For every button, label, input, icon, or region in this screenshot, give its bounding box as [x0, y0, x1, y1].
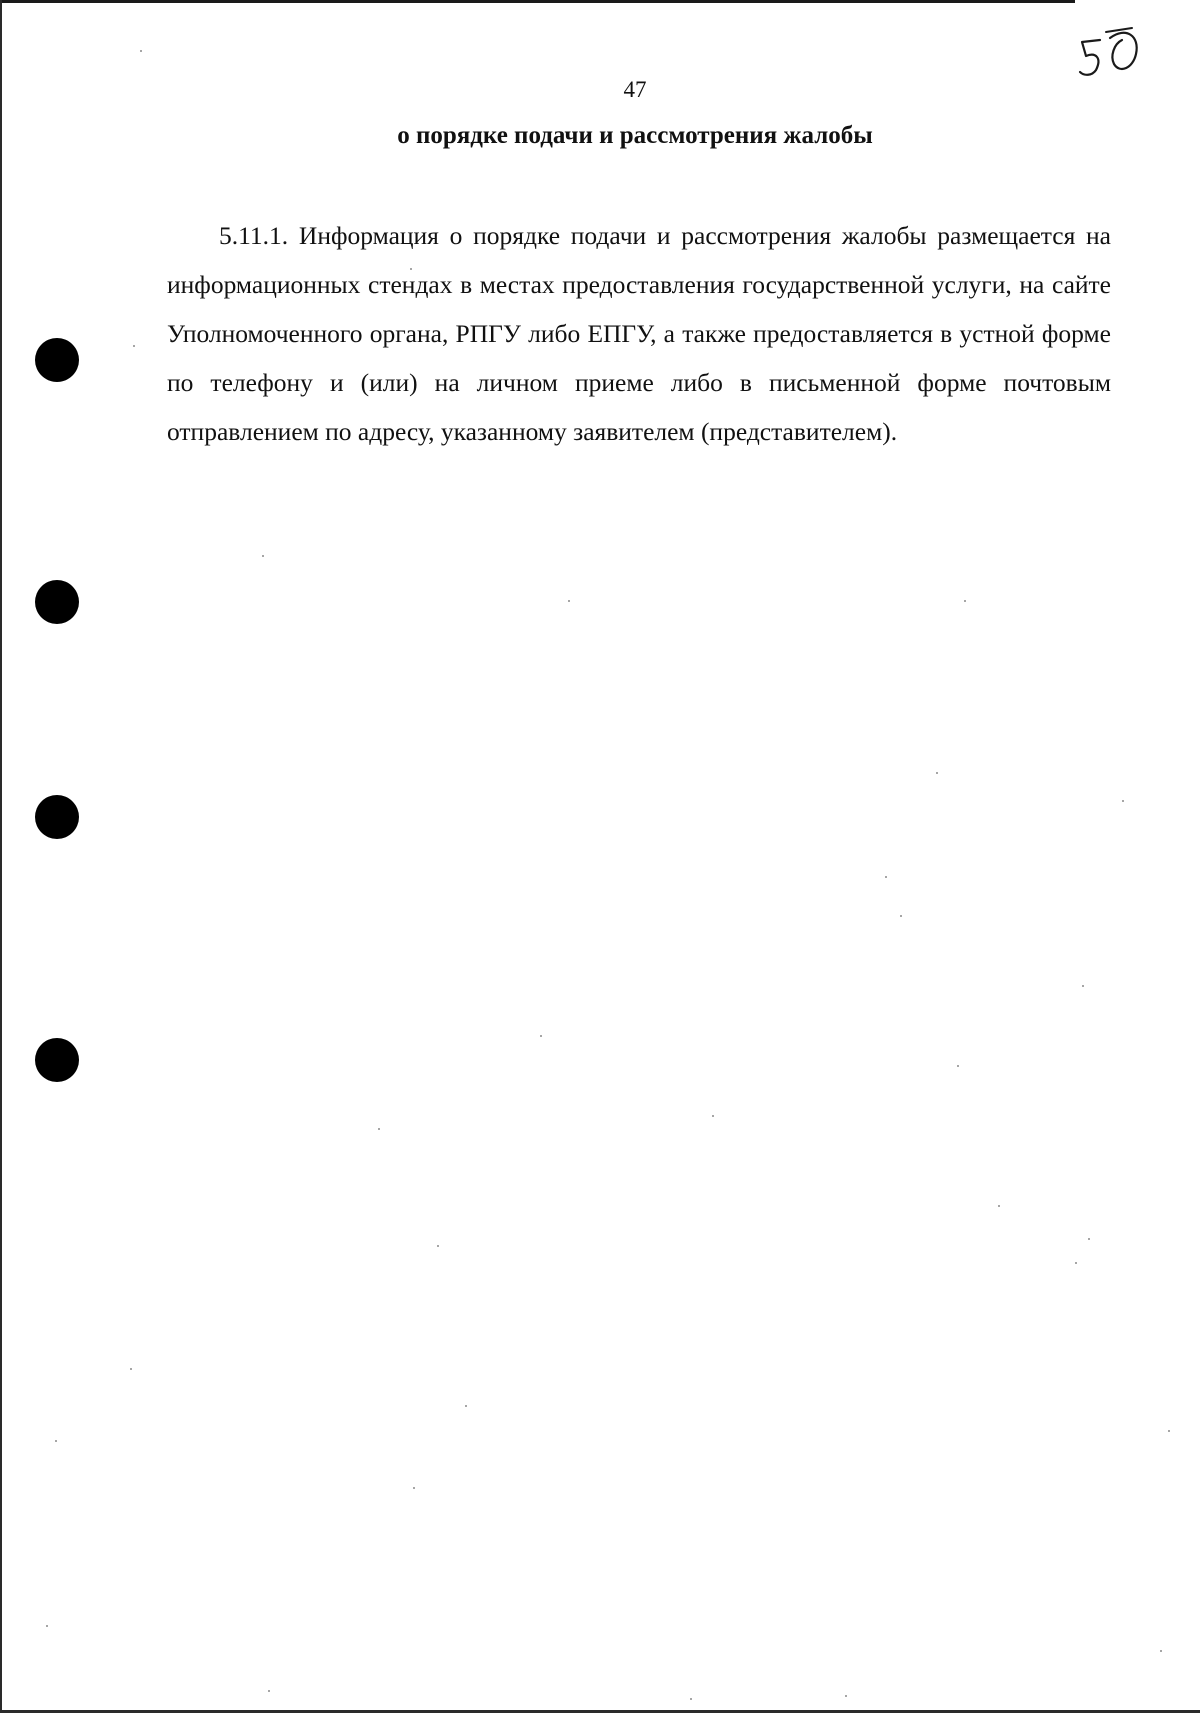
- scan-speck: [413, 1487, 415, 1489]
- scan-speck: [998, 1205, 1000, 1207]
- scan-speck: [957, 1065, 959, 1067]
- scan-speck: [46, 1625, 48, 1627]
- scan-speck: [133, 345, 135, 347]
- scan-speck: [1122, 800, 1124, 802]
- scan-speck: [130, 1368, 132, 1370]
- scan-top-edge: [0, 0, 1075, 3]
- scan-left-edge: [0, 0, 2, 1713]
- scan-speck: [1088, 1238, 1090, 1240]
- scan-speck: [378, 1128, 380, 1130]
- scan-speck: [268, 1690, 270, 1692]
- scan-speck: [900, 915, 902, 917]
- scan-speck: [410, 268, 412, 270]
- scan-speck: [437, 1245, 439, 1247]
- page-number: 47: [623, 77, 647, 102]
- punch-hole-4: [35, 1038, 79, 1082]
- handwritten-folio-number: [1070, 18, 1160, 80]
- scan-speck: [1168, 1430, 1170, 1432]
- paragraph-5-11-1: 5.11.1. Информация о порядке подачи и рассмотрения жалобы размещается на информационных стендах в местах предоставления государственной услуги, на сайте Уполномоченного органа, РПГУ либо ЕПГУ, а также предоставляется в устной форме по телефону и (или) на личном приеме либо в письменной форме почтовым отправлением по адресу, указанному заявителем (представителем).: [167, 221, 1111, 446]
- punch-hole-2: [35, 580, 79, 624]
- scan-speck: [55, 1440, 57, 1442]
- scan-speck: [1160, 1650, 1162, 1652]
- scan-speck: [140, 50, 142, 52]
- scan-speck: [936, 772, 938, 774]
- scan-speck: [540, 1035, 542, 1037]
- scan-speck: [262, 555, 264, 557]
- scan-speck: [568, 600, 570, 602]
- scan-speck: [1082, 985, 1084, 987]
- scan-speck: [885, 876, 887, 878]
- scan-speck: [964, 600, 966, 602]
- punch-hole-1: [35, 338, 79, 382]
- scan-speck: [712, 1115, 714, 1117]
- punch-hole-3: [35, 795, 79, 839]
- scan-speck: [845, 1695, 847, 1697]
- scan-speck: [1075, 1262, 1077, 1264]
- section-heading: о порядке подачи и рассмотрения жалобы: [397, 122, 873, 149]
- scan-speck: [690, 1698, 692, 1700]
- scan-speck: [465, 1405, 467, 1407]
